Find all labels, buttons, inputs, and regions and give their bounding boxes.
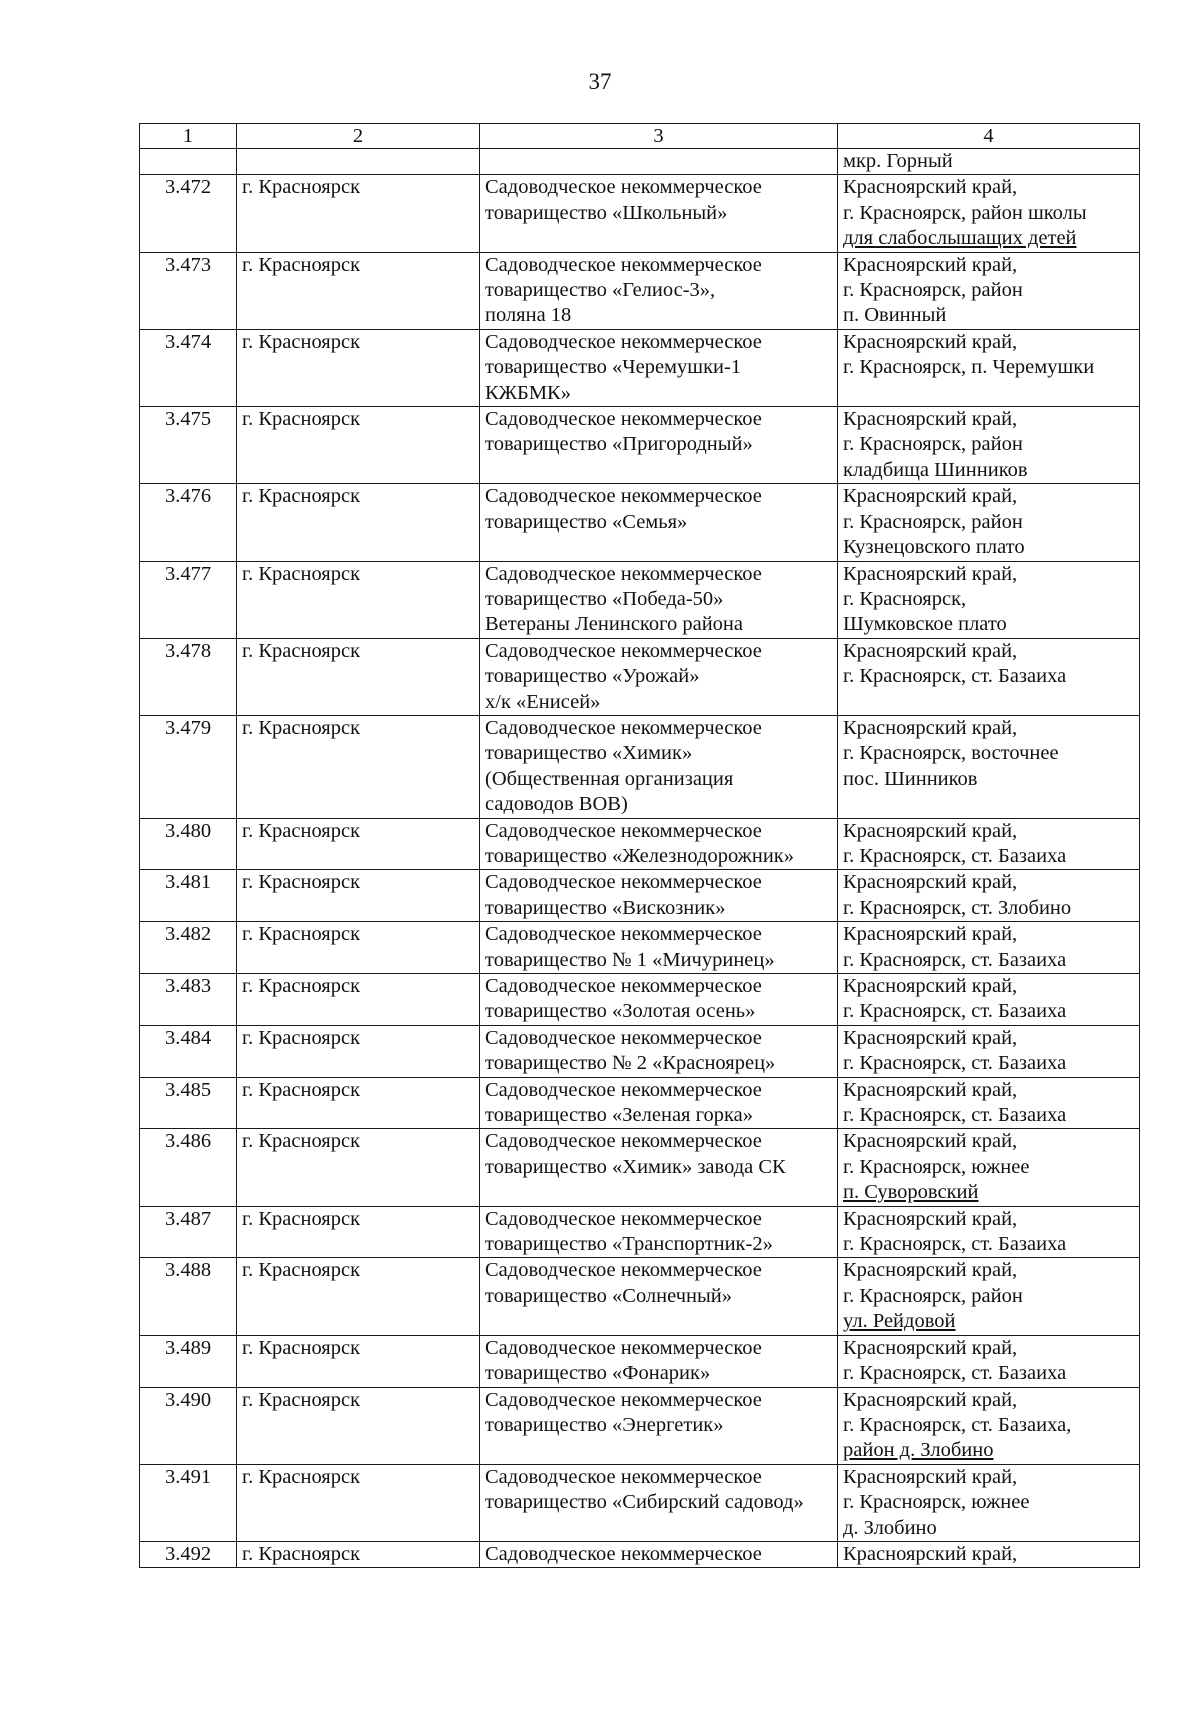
city-cell: г. Красноярск xyxy=(237,1464,480,1541)
city-cell: г. Красноярск xyxy=(237,329,480,406)
city-cell: г. Красноярск xyxy=(237,974,480,1026)
organization-name-line: Садоводческое некоммерческое xyxy=(485,562,762,585)
organization-name-line: Садоводческое некоммерческое xyxy=(485,639,762,662)
table-row xyxy=(140,1387,1140,1464)
table-row xyxy=(140,974,1140,1026)
organization-name-cell xyxy=(480,1387,838,1464)
organization-name-line: Садоводческое некоммерческое xyxy=(485,176,762,199)
organization-name-line: Садоводческое некоммерческое xyxy=(485,1130,762,1153)
table-header xyxy=(140,124,1140,149)
row-number-cell: 3.485 xyxy=(140,1077,237,1129)
address-cell xyxy=(838,638,1140,715)
organization-name-line: КЖБМК» xyxy=(485,381,571,404)
address-cell xyxy=(838,175,1140,252)
address-line: Красноярский край, xyxy=(843,1259,1018,1282)
table-row xyxy=(140,870,1140,922)
organization-name-line: товарищество № 2 «Красноярец» xyxy=(485,1052,776,1075)
address-line: Красноярский край, xyxy=(843,176,1018,199)
continuation-address-cell xyxy=(838,149,1140,175)
city-cell: г. Красноярск xyxy=(237,1129,480,1206)
address-cell xyxy=(838,1206,1140,1258)
address-line: п. Суворовский xyxy=(843,1181,979,1204)
city-cell: г. Красноярск xyxy=(237,1258,480,1335)
city-cell: г. Красноярск xyxy=(237,252,480,329)
organization-name-line: товарищество «Пригородный» xyxy=(485,433,753,456)
organization-name-cell xyxy=(480,1464,838,1541)
organization-name-line: Садоводческое некоммерческое xyxy=(485,1259,762,1282)
address-line: г. Красноярск, ст. Базаиха xyxy=(843,1052,1067,1075)
table-row xyxy=(140,175,1140,252)
table-row xyxy=(140,1206,1140,1258)
address-line: Красноярский край, xyxy=(843,1130,1018,1153)
organization-name-line: садоводов ВОВ) xyxy=(485,793,628,816)
organization-name-line: товарищество «Гелиос-3», xyxy=(485,279,716,302)
organization-name-cell xyxy=(480,407,838,484)
organization-name-line: товарищество «Урожай» xyxy=(485,665,700,688)
organization-name-line: товарищество «Фонарик» xyxy=(485,1362,711,1385)
address-cell xyxy=(838,329,1140,406)
table-row xyxy=(140,818,1140,870)
organization-name-line: Садоводческое некоммерческое xyxy=(485,253,762,276)
address-line: Красноярский край, xyxy=(843,1465,1018,1488)
address-line: Красноярский край, xyxy=(843,923,1018,946)
organization-name-line: поляна 18 xyxy=(485,304,572,327)
address-cell xyxy=(838,1129,1140,1206)
address-line: г. Красноярск, южнее xyxy=(843,1491,1030,1514)
organization-name-line: товарищество «Школьный» xyxy=(485,201,728,224)
table-row xyxy=(140,407,1140,484)
address-line: г. Красноярск, ст. Базаиха xyxy=(843,665,1067,688)
registry-table xyxy=(139,123,1140,1568)
address-line: Красноярский край, xyxy=(843,819,1018,842)
table-row xyxy=(140,638,1140,715)
row-number-cell: 3.477 xyxy=(140,561,237,638)
city-cell: г. Красноярск xyxy=(237,175,480,252)
organization-name-line: Садоводческое некоммерческое xyxy=(485,1336,762,1359)
organization-name-cell xyxy=(480,252,838,329)
table-row xyxy=(140,715,1140,818)
row-number-cell: 3.488 xyxy=(140,1258,237,1335)
address-line: г. Красноярск, ст. Базаиха, xyxy=(843,1413,1072,1436)
city-cell: г. Красноярск xyxy=(237,870,480,922)
organization-name-line: Садоводческое некоммерческое xyxy=(485,819,762,842)
continuation-number-cell xyxy=(140,149,237,175)
organization-name-line: товарищество «Химик» xyxy=(485,742,693,765)
column-header-4: 4 xyxy=(838,124,1140,149)
address-line: Красноярский край, xyxy=(843,1026,1018,1049)
organization-name-cell xyxy=(480,974,838,1026)
city-cell: г. Красноярск xyxy=(237,407,480,484)
address-line: г. Красноярск, ст. Базаиха xyxy=(843,844,1067,867)
address-cell xyxy=(838,922,1140,974)
address-line: Красноярский край, xyxy=(843,330,1018,353)
row-number-cell: 3.476 xyxy=(140,484,237,561)
address-cell xyxy=(838,561,1140,638)
table-row xyxy=(140,1541,1140,1567)
row-number-cell: 3.472 xyxy=(140,175,237,252)
organization-name-cell xyxy=(480,922,838,974)
organization-name-cell xyxy=(480,1206,838,1258)
address-line: Красноярский край, xyxy=(843,562,1018,585)
table-row xyxy=(140,1258,1140,1335)
address-line: г. Красноярск, район xyxy=(843,1284,1023,1307)
address-line: г. Красноярск, ст. Злобино xyxy=(843,896,1072,919)
row-number-cell: 3.473 xyxy=(140,252,237,329)
address-line: г. Красноярск, xyxy=(843,587,967,610)
address-line: Красноярский край, xyxy=(843,871,1018,894)
organization-name-cell xyxy=(480,561,838,638)
organization-name-cell xyxy=(480,1129,838,1206)
organization-name-line: Садоводческое некоммерческое xyxy=(485,1388,762,1411)
address-line: г. Красноярск, южнее xyxy=(843,1155,1030,1178)
organization-name-line: х/к «Енисей» xyxy=(485,690,601,713)
organization-name-cell xyxy=(480,638,838,715)
organization-name-line: Садоводческое некоммерческое xyxy=(485,975,762,997)
organization-name-line: товарищество «Семья» xyxy=(485,510,688,533)
table-row xyxy=(140,329,1140,406)
row-number-cell: 3.475 xyxy=(140,407,237,484)
city-cell: г. Красноярск xyxy=(237,1335,480,1387)
column-header-1: 1 xyxy=(140,124,237,149)
address-cell xyxy=(838,1025,1140,1077)
organization-name-line: Садоводческое некоммерческое xyxy=(485,716,762,739)
organization-name-line: Садоводческое некоммерческое xyxy=(485,923,762,946)
table-row xyxy=(140,561,1140,638)
row-number-cell: 3.486 xyxy=(140,1129,237,1206)
organization-name-line: Садоводческое некоммерческое xyxy=(485,1207,762,1230)
organization-name-line: Садоводческое некоммерческое xyxy=(485,408,762,431)
organization-name-line: товарищество «Химик» завода СК xyxy=(485,1155,786,1178)
address-line: Красноярский край, xyxy=(843,1388,1018,1411)
address-line: Красноярский край, xyxy=(843,408,1018,431)
organization-name-line: товарищество «Транспортник-2» xyxy=(485,1233,773,1256)
column-header-2: 2 xyxy=(237,124,480,149)
address-line: г. Красноярск, восточнее xyxy=(843,742,1059,765)
row-number-cell: 3.479 xyxy=(140,715,237,818)
address-cell xyxy=(838,974,1140,1026)
address-cell xyxy=(838,1387,1140,1464)
address-line: ул. Рейдовой xyxy=(843,1310,956,1333)
row-number-cell: 3.492 xyxy=(140,1541,237,1567)
address-line: Красноярский край, xyxy=(843,1207,1018,1230)
address-line: д. Злобино xyxy=(843,1516,937,1539)
row-number-cell: 3.474 xyxy=(140,329,237,406)
row-number-cell: 3.489 xyxy=(140,1335,237,1387)
organization-name-line: (Общественная организация xyxy=(485,767,734,790)
row-number-cell: 3.491 xyxy=(140,1464,237,1541)
address-line: г. Красноярск, ст. Базаиха xyxy=(843,1233,1067,1256)
address-line: пос. Шинников xyxy=(843,767,978,790)
address-line: для слабослышащих детей xyxy=(843,227,1077,250)
organization-name-line: Ветераны Ленинского района xyxy=(485,613,744,636)
city-cell: г. Красноярск xyxy=(237,818,480,870)
header-row xyxy=(140,124,1140,149)
address-line: Красноярский край, xyxy=(843,716,1018,739)
organization-name-line: товарищество «Вискозник» xyxy=(485,896,726,919)
row-number-cell: 3.478 xyxy=(140,638,237,715)
table-row xyxy=(140,1129,1140,1206)
continuation-row xyxy=(140,149,1140,175)
address-line: г. Красноярск, район xyxy=(843,279,1023,302)
address-line: г. Красноярск, п. Черемушки xyxy=(843,356,1095,379)
row-number-cell: 3.482 xyxy=(140,922,237,974)
address-cell xyxy=(838,252,1140,329)
address-line: г. Красноярск, ст. Базаиха xyxy=(843,1104,1067,1127)
organization-name-line: Садоводческое некоммерческое xyxy=(485,485,762,508)
column-header-3: 3 xyxy=(480,124,838,149)
address-line: п. Овинный xyxy=(843,304,947,327)
organization-name-line: товарищество № 1 «Мичуринец» xyxy=(485,948,775,971)
address-line: Красноярский край, xyxy=(843,1542,1018,1565)
address-line: Красноярский край, xyxy=(843,1078,1018,1101)
city-cell: г. Красноярск xyxy=(237,1077,480,1129)
city-cell: г. Красноярск xyxy=(237,922,480,974)
address-line: мкр. Горный xyxy=(843,150,953,172)
organization-name-line: товарищество «Черемушки-1 xyxy=(485,356,742,379)
address-line: Красноярский край, xyxy=(843,639,1018,662)
organization-name-line: товарищество «Энергетик» xyxy=(485,1413,724,1436)
organization-name-cell xyxy=(480,1541,838,1567)
city-cell: г. Красноярск xyxy=(237,1541,480,1567)
address-line: Кузнецовского плато xyxy=(843,536,1025,559)
city-cell: г. Красноярск xyxy=(237,638,480,715)
address-cell xyxy=(838,870,1140,922)
address-cell xyxy=(838,1077,1140,1129)
table-row xyxy=(140,484,1140,561)
organization-name-cell xyxy=(480,715,838,818)
row-number-cell: 3.480 xyxy=(140,818,237,870)
organization-name-line: Садоводческое некоммерческое xyxy=(485,1026,762,1049)
table-row xyxy=(140,1335,1140,1387)
table-row xyxy=(140,252,1140,329)
address-line: Красноярский край, xyxy=(843,253,1018,276)
organization-name-line: Садоводческое некоммерческое xyxy=(485,1542,762,1565)
address-line: Красноярский край, xyxy=(843,485,1018,508)
address-line: Шумковское плато xyxy=(843,613,1007,636)
row-number-cell: 3.487 xyxy=(140,1206,237,1258)
address-line: г. Красноярск, район xyxy=(843,433,1023,456)
organization-name-line: товарищество «Зеленая горка» xyxy=(485,1104,754,1127)
city-cell: г. Красноярск xyxy=(237,715,480,818)
address-cell xyxy=(838,484,1140,561)
organization-name-line: товарищество «Сибирский садовод» xyxy=(485,1491,804,1514)
organization-name-cell xyxy=(480,1077,838,1129)
address-cell xyxy=(838,1541,1140,1567)
organization-name-cell xyxy=(480,1025,838,1077)
city-cell: г. Красноярск xyxy=(237,1025,480,1077)
address-line: г. Красноярск, ст. Базаиха xyxy=(843,1362,1067,1385)
organization-name-cell xyxy=(480,329,838,406)
address-cell xyxy=(838,407,1140,484)
table-row xyxy=(140,1025,1140,1077)
address-line: Красноярский край, xyxy=(843,975,1018,997)
organization-name-line: Садоводческое некоммерческое xyxy=(485,1465,762,1488)
address-line: район д. Злобино xyxy=(843,1439,994,1462)
address-cell xyxy=(838,715,1140,818)
address-line: г. Красноярск, ст. Базаиха xyxy=(843,948,1067,971)
address-line: г. Красноярск, район xyxy=(843,510,1023,533)
address-line: г. Красноярск, ст. Базаиха xyxy=(843,1000,1067,1023)
organization-name-line: Садоводческое некоммерческое xyxy=(485,330,762,353)
organization-name-line: Садоводческое некоммерческое xyxy=(485,1078,762,1101)
address-cell xyxy=(838,1258,1140,1335)
organization-name-line: товарищество «Железнодорожник» xyxy=(485,844,795,867)
city-cell: г. Красноярск xyxy=(237,1387,480,1464)
city-cell: г. Красноярск xyxy=(237,484,480,561)
row-number-cell: 3.484 xyxy=(140,1025,237,1077)
row-number-cell: 3.481 xyxy=(140,870,237,922)
city-cell: г. Красноярск xyxy=(237,561,480,638)
address-line: Красноярский край, xyxy=(843,1336,1018,1359)
organization-name-line: товарищество «Победа-50» xyxy=(485,587,724,610)
organization-name-cell xyxy=(480,175,838,252)
address-line: кладбища Шинников xyxy=(843,458,1028,481)
continuation-name-cell xyxy=(480,149,838,175)
address-cell xyxy=(838,818,1140,870)
organization-name-cell xyxy=(480,484,838,561)
organization-name-cell xyxy=(480,870,838,922)
table-body xyxy=(140,149,1140,1568)
table-row xyxy=(140,922,1140,974)
page-number: 37 xyxy=(588,69,612,94)
organization-name-cell xyxy=(480,1258,838,1335)
table-row xyxy=(140,1077,1140,1129)
row-number-cell: 3.483 xyxy=(140,974,237,1026)
continuation-city-cell xyxy=(237,149,480,175)
table-row xyxy=(140,1464,1140,1541)
organization-name-line: Садоводческое некоммерческое xyxy=(485,871,762,894)
organization-name-cell xyxy=(480,1335,838,1387)
organization-name-cell xyxy=(480,818,838,870)
address-cell xyxy=(838,1335,1140,1387)
city-cell: г. Красноярск xyxy=(237,1206,480,1258)
organization-name-line: товарищество «Золотая осень» xyxy=(485,1000,756,1023)
address-cell xyxy=(838,1464,1140,1541)
row-number-cell: 3.490 xyxy=(140,1387,237,1464)
organization-name-line: товарищество «Солнечный» xyxy=(485,1284,733,1307)
address-line: г. Красноярск, район школы xyxy=(843,201,1087,224)
